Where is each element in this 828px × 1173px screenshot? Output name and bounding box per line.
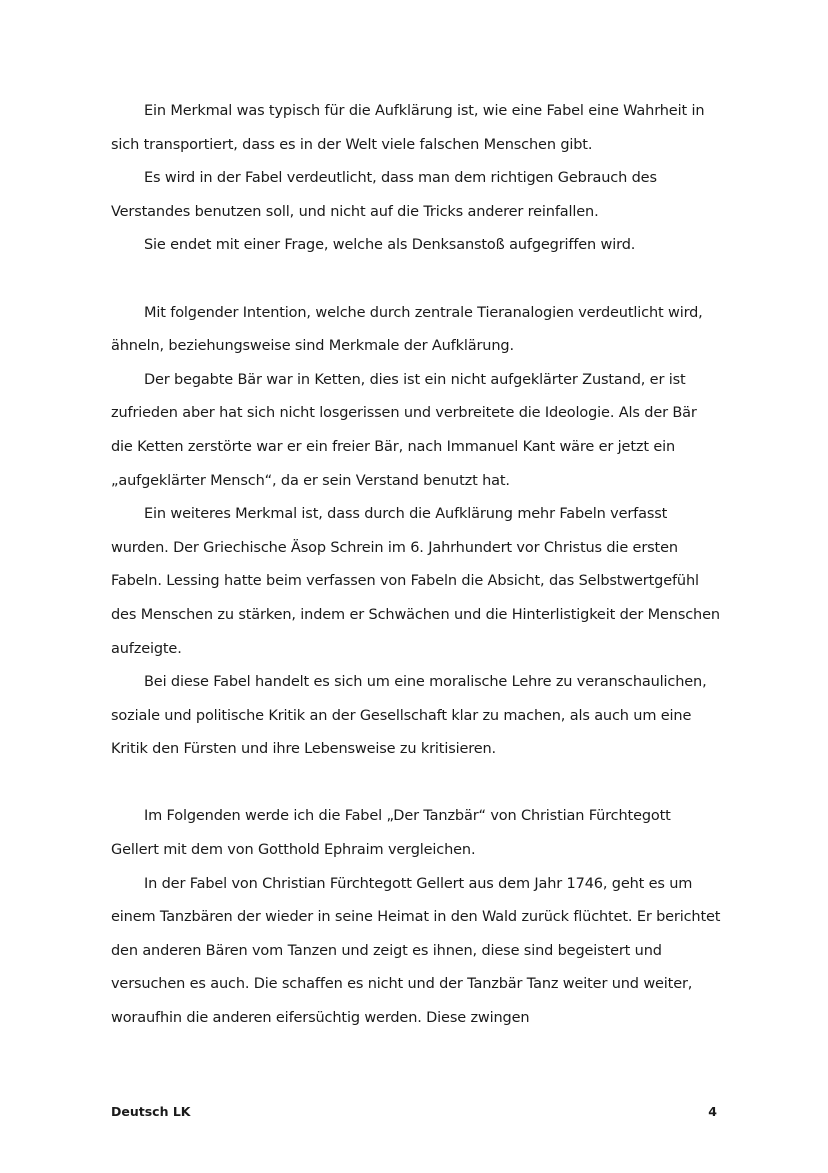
paragraph: Mit folgender Intention, welche durch zentrale Tieranalogien verdeutlicht wird, ähneln, beziehungsweise sind Merkmale der Aufklärung. xyxy=(111,304,703,355)
footer-course: Deutsch LK xyxy=(111,1104,191,1119)
paragraph-gap xyxy=(111,263,721,297)
paragraph: Bei diese Fabel handelt es sich um eine moralische Lehre zu veranschaulichen, soziale und politische Kritik an der Gesellschaft klar zu machen, als auch um eine Kritik den Fürsten und ihre Lebensweise zu kritisieren. xyxy=(111,674,707,758)
paragraph: Im Folgenden werde ich die Fabel „Der Tanzbär“ von Christian Fürchtegott Gellert mit dem von Gotthold Ephraim vergleichen. xyxy=(111,808,671,859)
page-number: 4 xyxy=(708,1104,717,1119)
paragraph: Ein Merkmal was typisch für die Aufklärung ist, wie eine Fabel eine Wahrheit in sich transportiert, dass es in der Welt viele falschen Menschen gibt. xyxy=(111,103,705,153)
page-footer xyxy=(111,1104,717,1119)
paragraph: Ein weiteres Merkmal ist, dass durch die Aufklärung mehr Fabeln verfasst wurden. Der Griechische Äsop Schrein im 6. Jahrhundert vor Christus die ersten Fabeln. Lessing hatte beim verfassen von Fabeln die Absicht, das Selbstwertgefühl des Menschen zu stärken, indem er Schwächen und die Hinterlistigkeit der Menschen aufzeigte. xyxy=(111,506,720,657)
paragraph: Sie endet mit einer Frage, welche als Denksanstoß aufgegriffen wird. xyxy=(144,237,636,254)
paragraph: Es wird in der Fabel verdeutlicht, dass man dem richtigen Gebrauch des Verstandes benutzen soll, und nicht auf die Tricks anderer reinfallen. xyxy=(111,170,657,220)
paragraph: Der begabte Bär war in Ketten, dies ist ein nicht aufgeklärter Zustand, er ist zufrieden aber hat sich nicht losgerissen und verbreitete die Ideologie. Als der Bär die Ketten zerstörte war er ein freier Bär, nach Immanuel Kant wäre er jetzt ein „aufgeklärter Mensch“, da er sein Verstand benutzt hat. xyxy=(111,371,697,489)
document-body xyxy=(111,95,721,1036)
paragraph: In der Fabel von Christian Fürchtegott Gellert aus dem Jahr 1746, geht es um einem Tanzbären der wieder in seine Heimat in den Wald zurück flüchtet. Er berichtet den anderen Bären vom Tanzen und zeigt es ihnen, diese sind begeistert und versuchen es auch. Die schaffen es nicht und der Tanzbär Tanz weiter und weiter, woraufhin die anderen eifersüchtig werden. Diese zwingen xyxy=(111,875,721,1027)
paragraph-gap xyxy=(111,767,721,801)
